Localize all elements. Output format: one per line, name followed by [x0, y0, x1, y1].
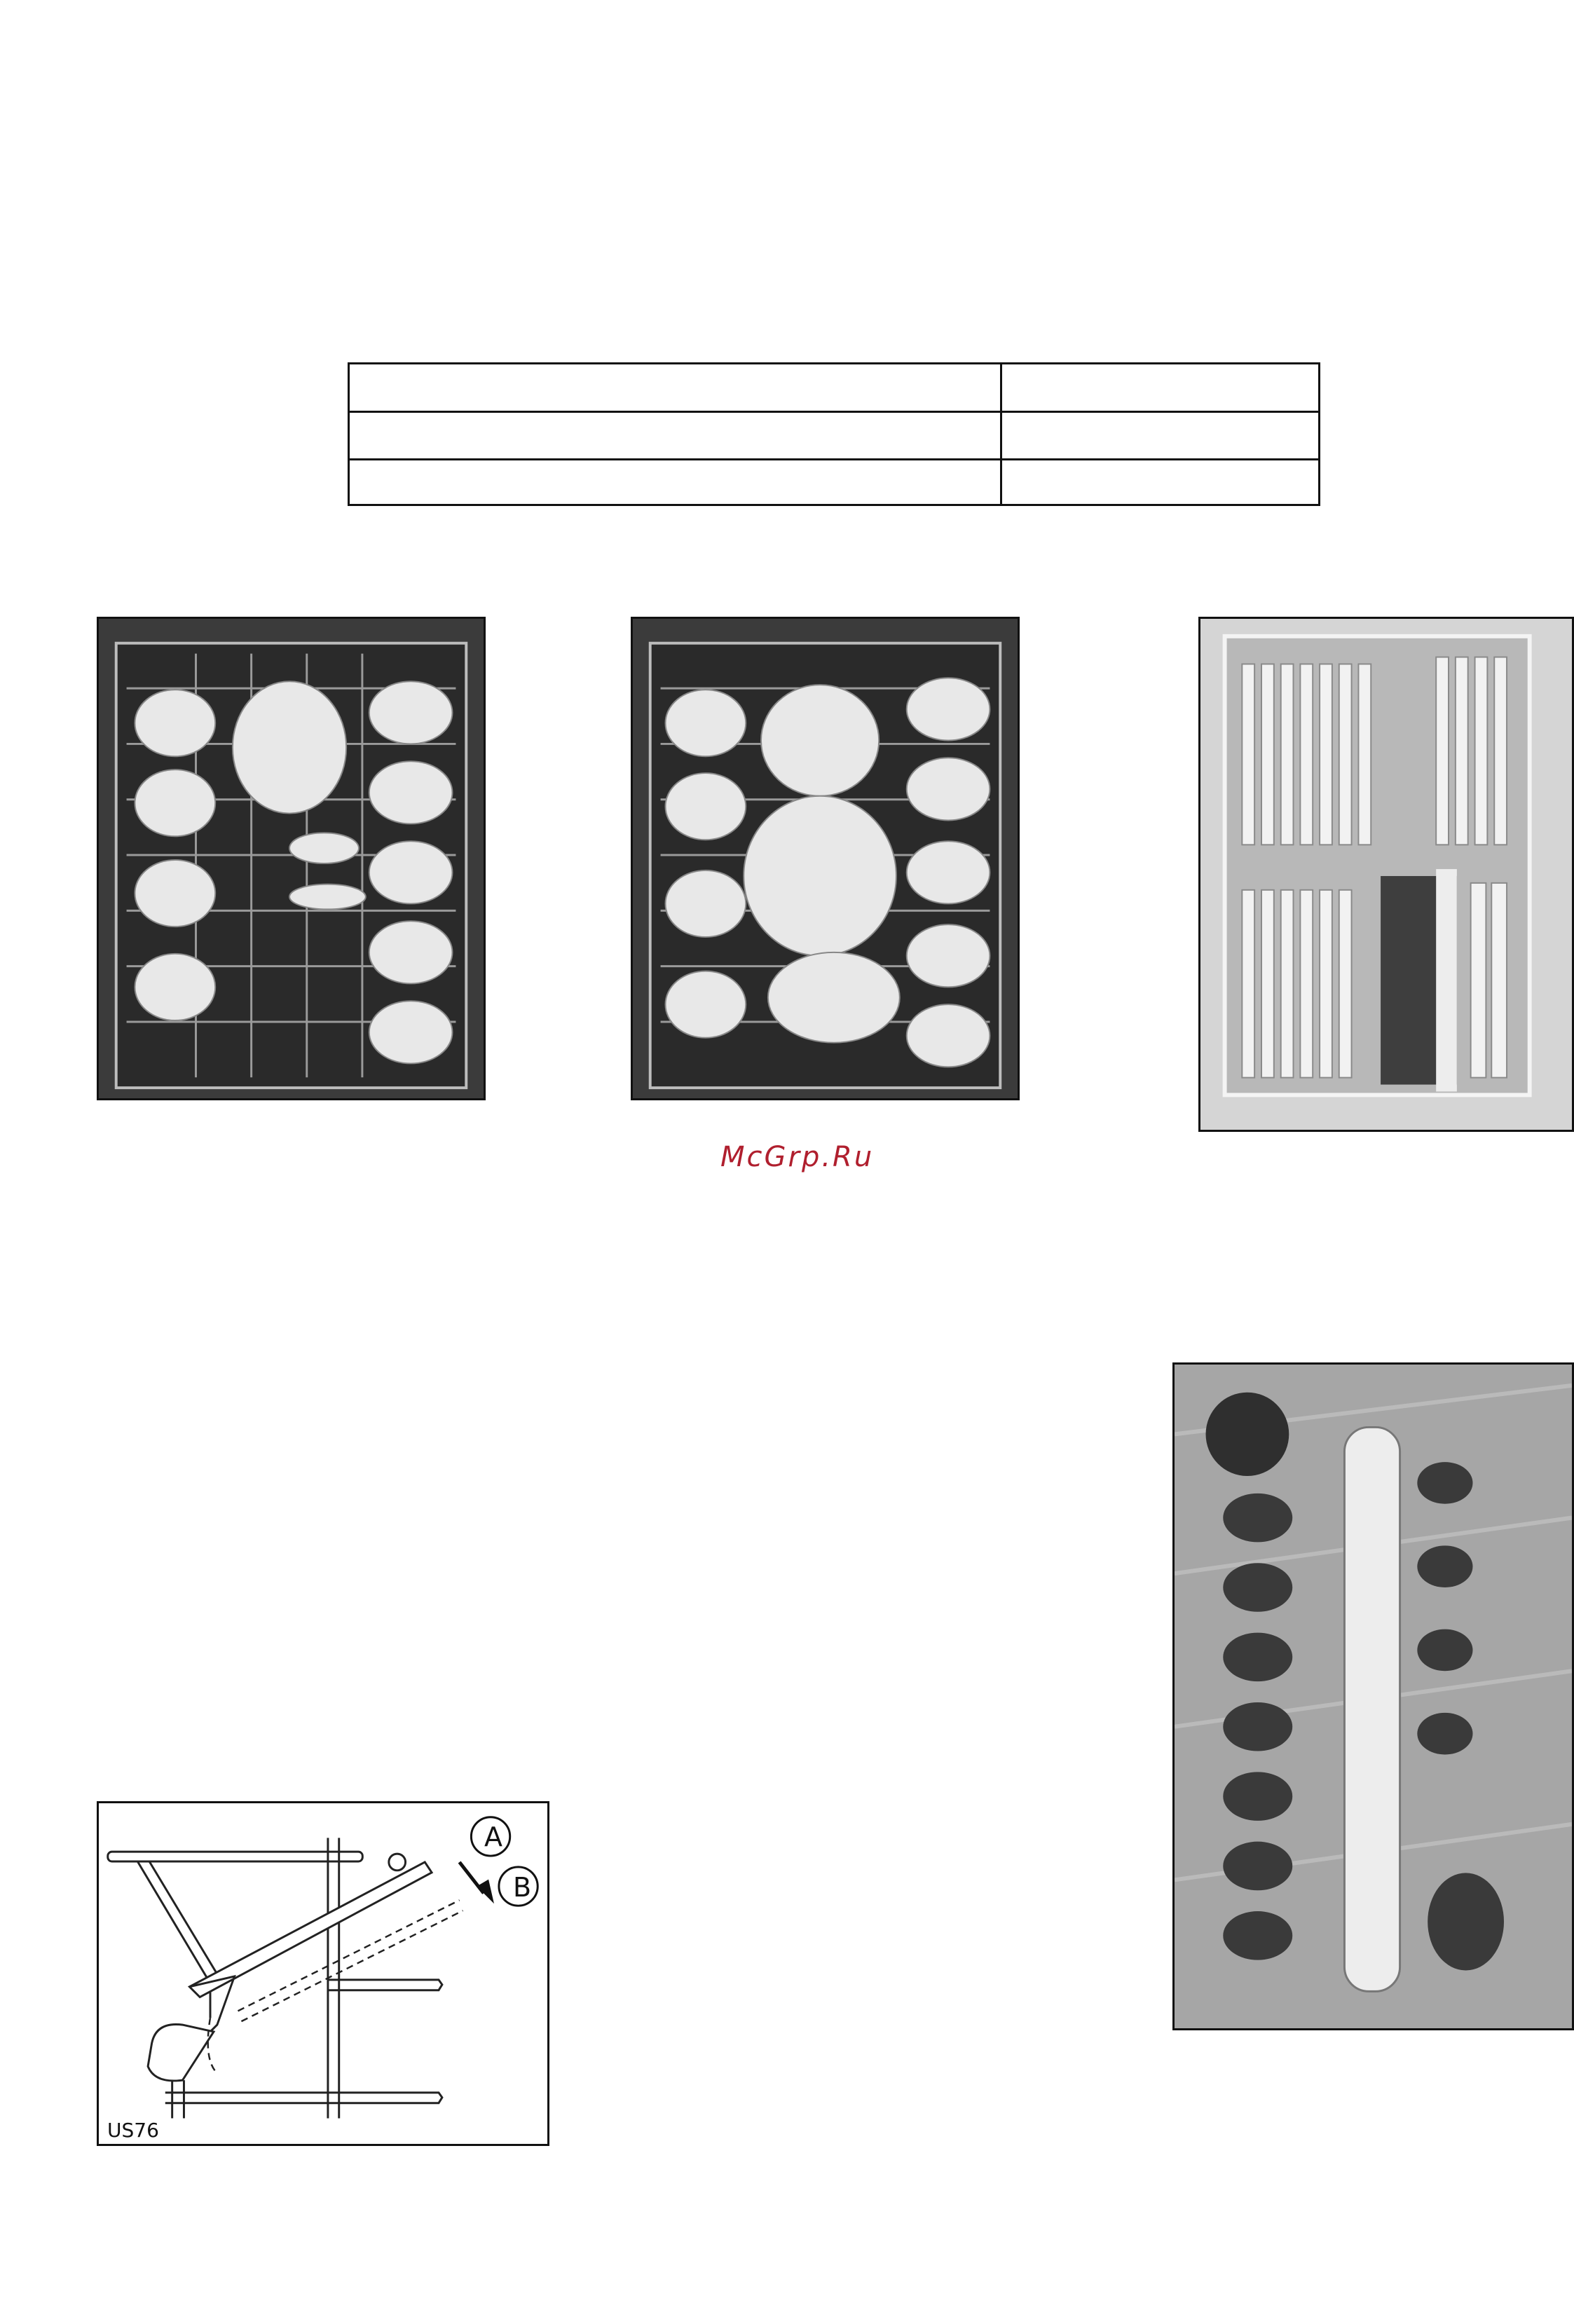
lower-basket-plates-photo [1198, 617, 1574, 1132]
watermark-text: McGrp.Ru [720, 1141, 875, 1173]
table-column-divider [1000, 364, 1002, 504]
table-row-divider [350, 458, 1318, 460]
diagram-code-label: US76 [107, 2119, 159, 2142]
info-table [348, 362, 1320, 506]
position-b-label: B [513, 1872, 532, 1903]
upper-basket-cups-photo [97, 617, 486, 1100]
rack-adjust-diagram [97, 1801, 549, 2146]
upper-basket-bowls-photo [631, 617, 1020, 1100]
position-a-label: A [484, 1821, 502, 1852]
cutlery-basket-photo [1172, 1362, 1574, 2030]
table-row-divider [350, 411, 1318, 413]
